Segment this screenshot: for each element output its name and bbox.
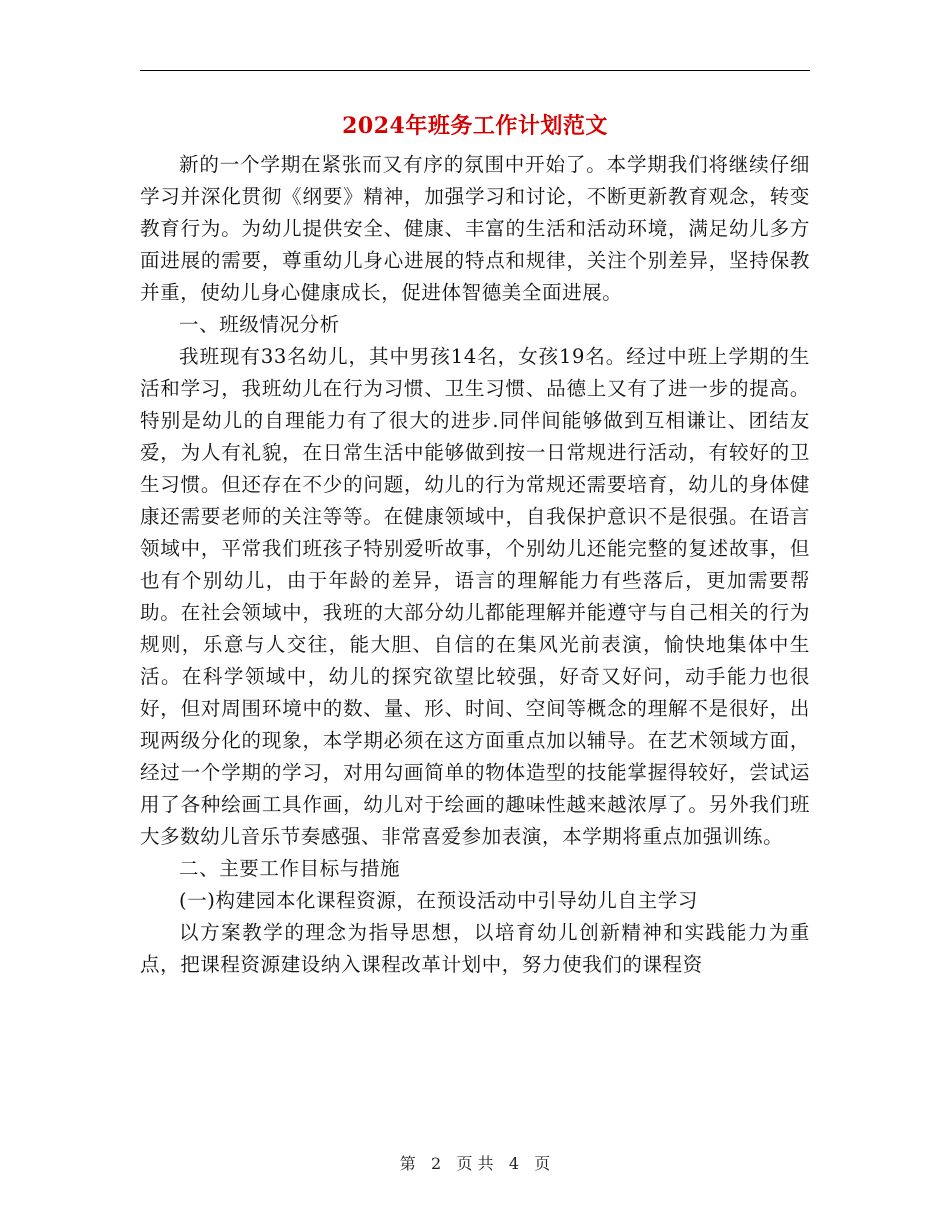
subsection-heading-curriculum: (一)构建园本化课程资源，在预设活动中引导幼儿自主学习: [179, 889, 698, 912]
page-footer: [0, 1152, 950, 1176]
footer-mid: 页 共: [456, 1154, 494, 1173]
intro-paragraph: 新的一个学期在紧张而又有序的氛围中开始了。本学期我们将继续仔细学习并深化贯彻《纲要》精神，加强学习和讨论，不断更新教育观念，转变教育行为。为幼儿提供安全、健康、丰富的生活和活动环境，满足幼儿多方面进展的需要，尊重幼儿身心进展的特点和规律，关注个别差异，坚持保教并重，使幼儿身心健康成长，促进体智德美全面进展。: [140, 153, 810, 304]
footer-prefix: 第: [399, 1154, 416, 1173]
header-rule: [140, 70, 810, 71]
total-page-number: 4: [508, 1154, 520, 1173]
document-title: 2024年班务工作计划范文: [342, 113, 608, 139]
footer-suffix: 页: [534, 1154, 551, 1173]
section-heading-class-analysis: 一、班级情况分析: [179, 313, 340, 336]
document-body: [140, 149, 810, 981]
class-analysis-paragraph: 我班现有33名幼儿，其中男孩14名，女孩19名。经过中班上学期的生活和学习，我班幼儿在行为习惯、卫生习惯、品德上又有了进一步的提高。特别是幼儿的自理能力有了很大的进步.同伴间能够做到互相谦让、团结友爱，为人有礼貌，在日常生活中能够做到按一日常规进行活动，有较好的卫生习惯。但还存在不少的问题，幼儿的行为常规还需要培育，幼儿的身体健康还需要老师的关注等等。在健康领域中，自我保护意识不是很强。在语言领域中，平常我们班孩子特别爱听故事，个别幼儿还能完整的复述故事，但也有个别幼儿，由于年龄的差异，语言的理解能力有些落后，更加需要帮助。在社会领域中，我班的大部分幼儿都能理解并能遵守与自己相关的行为规则，乐意与人交往，能大胆、自信的在集风光前表演，愉快地集体中生活。在科学领域中，幼儿的探究欲望比较强，好奇又好问，动手能力也很好，但对周围环境中的数、量、形、时间、空间等概念的理解不是很好，出现两级分化的现象，本学期必须在这方面重点加以辅导。在艺术领域方面，经过一个学期的学习，对用勾画简单的物体造型的技能掌握得较好，尝试运用了各种绘画工具作画，幼儿对于绘画的趣味性越来越浓厚了。另外我们班大多数幼儿音乐节奏感强、非常喜爱参加表演，本学期将重点加强训练。: [140, 345, 810, 848]
section-heading-goals: 二、主要工作目标与措施: [179, 857, 401, 880]
current-page-number: 2: [430, 1154, 442, 1173]
curriculum-paragraph: 以方案教学的理念为指导思想，以培育幼儿创新精神和实践能力为重点，把课程资源建设纳入课程改革计划中，努力使我们的课程资: [140, 921, 810, 976]
